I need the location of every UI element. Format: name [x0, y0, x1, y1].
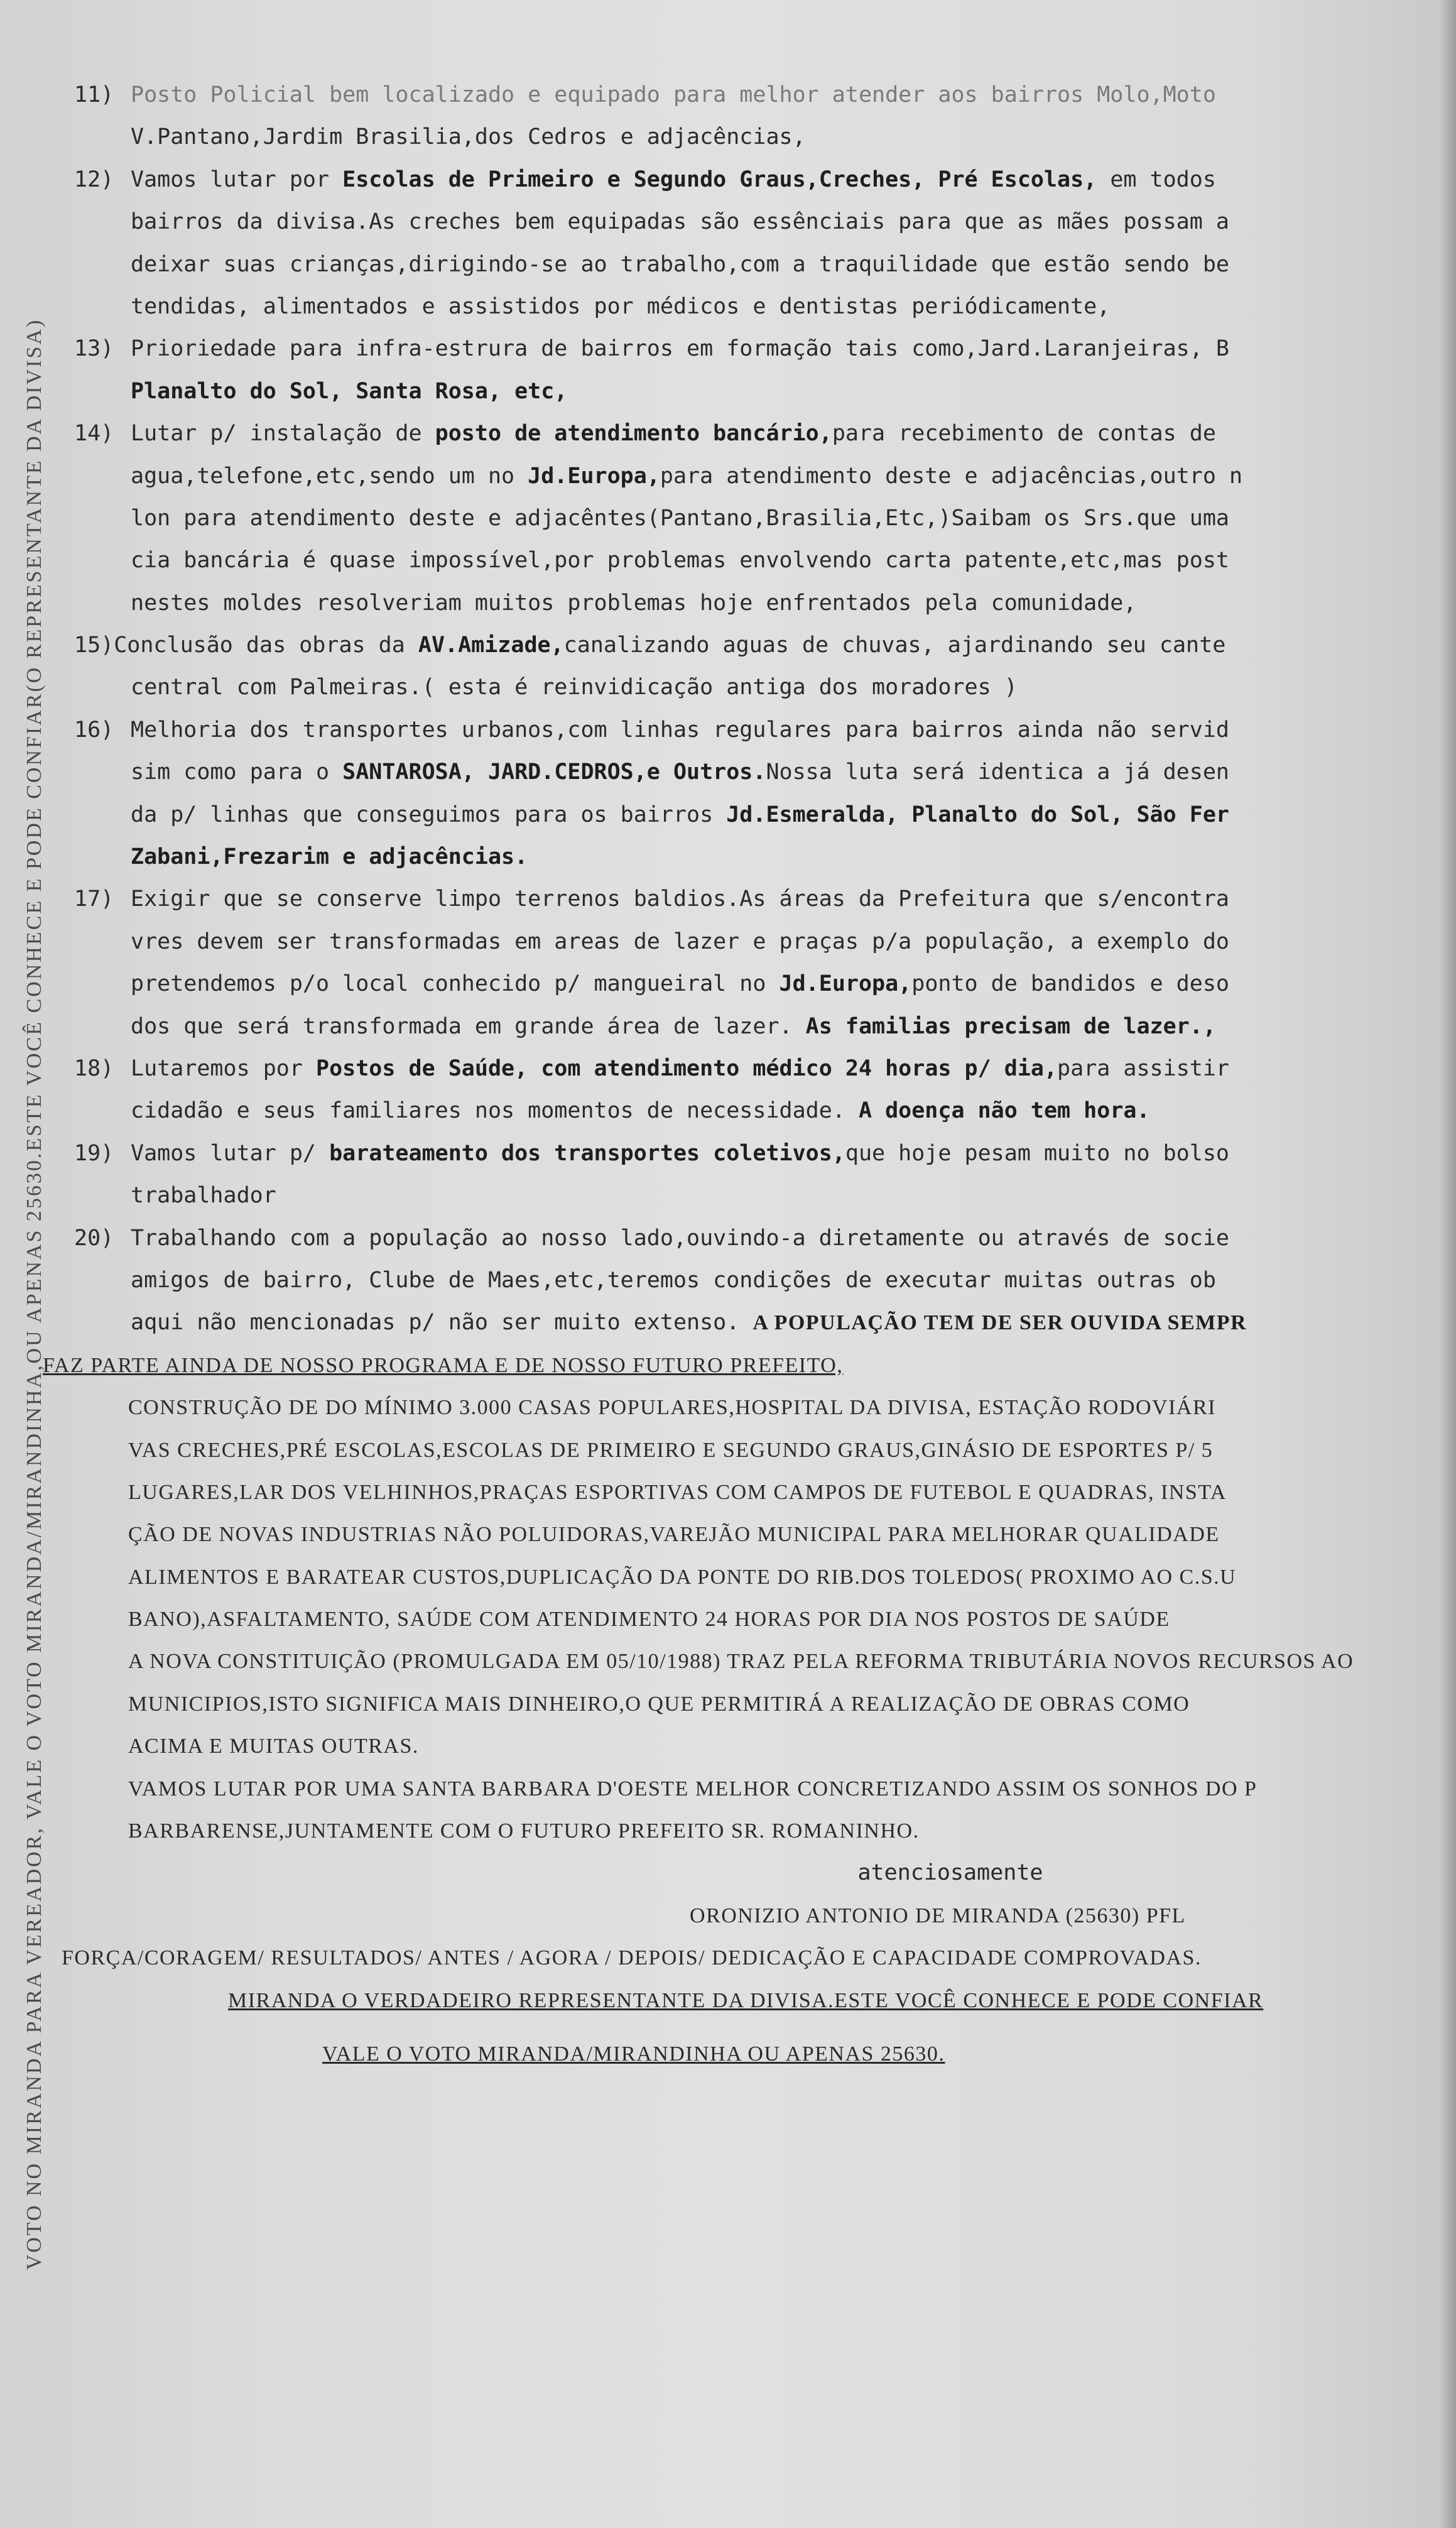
- item-line: [131, 794, 1450, 836]
- text-segment: cidadão e seus familiares nos momentos de necessidade.: [131, 1098, 859, 1124]
- list-item: [74, 624, 1450, 709]
- item-line: [131, 963, 1450, 1005]
- text-segment: Posto Policial bem localizado e equipado para melhor atender aos bairros Molo,Moto: [131, 82, 1216, 107]
- text-segment: Escolas de Primeiro e Segundo Graus,Creches, Pré Escolas,: [342, 166, 1097, 192]
- footer-line-1: MIRANDA O VERDADEIRO REPRESENTANTE DA DIVISA.ESTE VOCÊ CONHECE E PODE CONFIAR: [228, 1988, 1264, 2012]
- program-line: ALIMENTOS E BARATEAR CUSTOS,DUPLICAÇÃO DA PONTE DO RIB.DOS TOLEDOS( PROXIMO AO C.S.U: [128, 1565, 1237, 1589]
- text-segment: central com Palmeiras.( esta é reinvidicação antiga dos moradores ): [131, 675, 1018, 700]
- item-number: 11): [74, 82, 114, 107]
- program-heading: FAZ PARTE AINDA DE NOSSO PROGRAMA E DE NOSSO FUTURO PREFEITO,: [43, 1353, 844, 1377]
- text-segment: dos que será transformada em grande área de lazer.: [131, 1013, 806, 1039]
- item-number: 17): [74, 886, 114, 912]
- item-line: [131, 540, 1450, 582]
- footer-line-2: VALE O VOTO MIRANDA/MIRANDINHA OU APENAS 25630.: [322, 2042, 945, 2066]
- text-segment: Vamos lutar p/: [131, 1140, 330, 1166]
- numbered-items: [74, 74, 1450, 1344]
- text-segment: vres devem ser transformadas em areas de lazer e praças p/a população, a exemplo do: [131, 929, 1229, 954]
- text-segment: lon para atendimento deste e adjacêntes(Pantano,Brasilia,Etc,)Saibam os Srs.que uma: [131, 505, 1229, 531]
- item-line: [74, 667, 1450, 709]
- item-line: [131, 1175, 1450, 1217]
- list-item: [74, 1048, 1450, 1133]
- text-segment: aqui não mencionadas p/ não ser muito extenso.: [131, 1310, 753, 1336]
- program-line: VAS CRECHES,PRÉ ESCOLAS,ESCOLAS DE PRIMEIRO E SEGUNDO GRAUS,GINÁSIO DE ESPORTES P/ 5: [128, 1438, 1214, 1462]
- item-line: [131, 1006, 1450, 1048]
- item-line: [131, 286, 1450, 328]
- text-segment: posto de atendimento bancário,: [435, 421, 832, 447]
- text-segment: Jd.Esmeralda, Planalto do Sol, São Fer: [726, 802, 1229, 827]
- program-line: MUNICIPIOS,ISTO SIGNIFICA MAIS DINHEIRO,O QUE PERMITIRÁ A REALIZAÇÃO DE OBRAS COMO: [128, 1692, 1190, 1716]
- text-segment: As familias precisam de lazer.,: [805, 1013, 1216, 1039]
- text-segment: canalizando aguas de chuvas, ajardinando seu cante: [563, 633, 1226, 658]
- item-number: 19): [74, 1140, 114, 1166]
- item-line: [131, 1090, 1450, 1132]
- list-item: [74, 413, 1450, 624]
- text-segment: amigos de bairro, Clube de Maes,etc,teremos condições de executar muitas outras ob: [131, 1267, 1216, 1293]
- text-segment: cia bancária é quase impossível,por problemas envolvendo carta patente,etc,mas post: [131, 548, 1229, 574]
- program-line: BANO),ASFALTAMENTO, SAÚDE COM ATENDIMENTO 24 HORAS POR DIA NOS POSTOS DE SAÚDE: [128, 1608, 1170, 1632]
- text-segment: V.Pantano,Jardim Brasilia,dos Cedros e adjacências,: [131, 124, 806, 150]
- item-line: [74, 624, 1450, 667]
- signature: ORONIZIO ANTONIO DE MIRANDA (25630) PFL: [690, 1904, 1186, 1927]
- item-line: [131, 498, 1450, 540]
- document-body: [43, 74, 1450, 2075]
- program-line: A NOVA CONSTITUIÇÃO (PROMULGADA EM 05/10/1988) TRAZ PELA REFORMA TRIBUTÁRIA NOVOS RECURSOS AO: [128, 1650, 1354, 1674]
- text-segment: trabalhador: [131, 1183, 276, 1209]
- text-segment: para recebimento de contas de: [832, 421, 1216, 447]
- item-line: [131, 1302, 1450, 1344]
- text-segment: para atendimento deste e adjacências,outro n: [660, 463, 1243, 489]
- item-number: 12): [74, 166, 114, 192]
- text-segment: SANTAROSA, JARD.CEDROS,e Outros.: [342, 760, 766, 785]
- program-line: ACIMA E MUITAS OUTRAS.: [128, 1735, 419, 1758]
- item-line: [131, 582, 1450, 624]
- closing-text: atenciosamente: [857, 1860, 1043, 1886]
- item-line: [131, 751, 1450, 793]
- list-item: [74, 709, 1450, 879]
- program-line: LUGARES,LAR DOS VELHINHOS,PRAÇAS ESPORTIVAS COM CAMPOS DE FUTEBOL E QUADRAS, INSTA: [128, 1480, 1227, 1504]
- program-list: [74, 1387, 1450, 1852]
- slogan: FORÇA/CORAGEM/ RESULTADOS/ ANTES / AGORA / DEPOIS/ DEDICAÇÃO E CAPACIDADE COMPROVADAS.: [62, 1946, 1202, 1970]
- list-item: [74, 1218, 1450, 1344]
- item-line: [131, 371, 1450, 413]
- program-line: CONSTRUÇÃO DE DO MÍNIMO 3.000 CASAS POPULARES,HOSPITAL DA DIVISA, ESTAÇÃO RODOVIÁRI: [128, 1396, 1216, 1420]
- program-line: VAMOS LUTAR POR UMA SANTA BARBARA D'OESTE MELHOR CONCRETIZANDO ASSIM OS SONHOS DO P: [128, 1777, 1258, 1801]
- item-number: 14): [74, 421, 114, 447]
- item-line: [131, 709, 1450, 751]
- program-line: ÇÃO DE NOVAS INDUSTRIAS NÃO POLUIDORAS,VAREJÃO MUNICIPAL PARA MELHORAR QUALIDADE: [128, 1523, 1220, 1547]
- text-segment: Conclusão das obras da: [114, 633, 418, 658]
- text-segment: para assistir: [1057, 1055, 1229, 1081]
- list-item: [74, 328, 1450, 413]
- item-number: 20): [74, 1225, 114, 1251]
- list-item: [74, 159, 1450, 329]
- item-line: [131, 244, 1450, 286]
- text-segment: Zabani,Frezarim e adjacências.: [131, 844, 528, 870]
- text-segment: Vamos lutar por: [131, 166, 343, 192]
- text-segment: Planalto do Sol, Santa Rosa, etc,: [131, 378, 568, 404]
- item-line: [131, 1048, 1450, 1090]
- list-item: [74, 878, 1450, 1048]
- text-segment: bairros da divisa.As creches bem equipadas são essênciais para que as mães possam a: [131, 209, 1229, 235]
- text-segment: barateamento dos transportes coletivos,: [329, 1140, 845, 1166]
- sidebar-vertical-text: VOTO NO MIRANDA PARA VEREADOR, VALE O VOTO MIRANDA/MIRANDINHA,OU APENAS 25630.ESTE VOCÊ CONHECE E PODE CONFIAR(O REPRESENTANTE DA DIVISA): [23, 318, 46, 2270]
- text-segment: A POPULAÇÃO TEM DE SER OUVIDA SEMPR: [752, 1311, 1247, 1335]
- text-segment: da p/ linhas que conseguimos para os bairros: [131, 802, 727, 827]
- item-line: [131, 1133, 1450, 1175]
- text-segment: Melhoria dos transportes urbanos,com linhas regulares para bairros ainda não servid: [131, 717, 1229, 743]
- item-line: [131, 921, 1450, 963]
- text-segment: sim como para o: [131, 760, 343, 785]
- text-segment: Lutar p/ instalação de: [131, 421, 435, 447]
- item-line: [131, 1218, 1450, 1260]
- text-segment: Postos de Saúde, com atendimento médico 24 horas p/ dia,: [316, 1055, 1058, 1081]
- text-segment: que hoje pesam muito no bolso: [845, 1140, 1229, 1166]
- item-line: [131, 159, 1450, 201]
- text-segment: Exigir que se conserve limpo terrenos baldios.As áreas da Prefeitura que s/encontra: [131, 886, 1229, 912]
- text-segment: pretendemos p/o local conhecido p/ mangueiral no: [131, 971, 780, 997]
- item-number: 16): [74, 717, 114, 743]
- item-line: [131, 878, 1450, 920]
- item-number: 13): [74, 336, 114, 362]
- item-line: [131, 201, 1450, 243]
- text-segment: Nossa luta será identica a já desen: [766, 760, 1229, 785]
- program-line: BARBARENSE,JUNTAMENTE COM O FUTURO PREFEITO SR. ROMANINHO.: [128, 1819, 920, 1843]
- item-line: [131, 116, 1450, 158]
- text-segment: em todos: [1097, 166, 1216, 192]
- text-segment: Lutaremos por: [131, 1055, 317, 1081]
- text-segment: Jd.Europa,: [779, 971, 912, 997]
- text-segment: agua,telefone,etc,sendo um no: [131, 463, 528, 489]
- text-segment: tendidas, alimentados e assistidos por médicos e dentistas periódicamente,: [131, 293, 1111, 319]
- item-line: [131, 455, 1450, 498]
- text-segment: Trabalhando com a população ao nosso lado,ouvindo-a diretamente ou através de socie: [131, 1225, 1229, 1251]
- list-item: [74, 74, 1450, 159]
- item-line: [131, 836, 1450, 878]
- text-segment: Jd.Europa,: [528, 463, 660, 489]
- text-segment: Prioriedade para infra-estrura de bairros em formação tais como,Jard.Laranjeiras, B: [131, 336, 1229, 362]
- text-segment: A doença não tem hora.: [858, 1098, 1150, 1124]
- text-segment: AV.Amizade,: [418, 633, 564, 658]
- item-line: [131, 328, 1450, 370]
- item-line: [131, 74, 1450, 116]
- text-segment: deixar suas crianças,dirigindo-se ao trabalho,com a traquilidade que estão sendo be: [131, 251, 1229, 277]
- item-line: [131, 1260, 1450, 1302]
- item-number: 15): [74, 633, 114, 658]
- item-line: [131, 413, 1450, 455]
- list-item: [74, 1133, 1450, 1218]
- item-number: 18): [74, 1055, 114, 1081]
- text-segment: nestes moldes resolveriam muitos problemas hoje enfrentados pela comunidade,: [131, 590, 1137, 616]
- text-segment: ponto de bandidos e deso: [911, 971, 1229, 997]
